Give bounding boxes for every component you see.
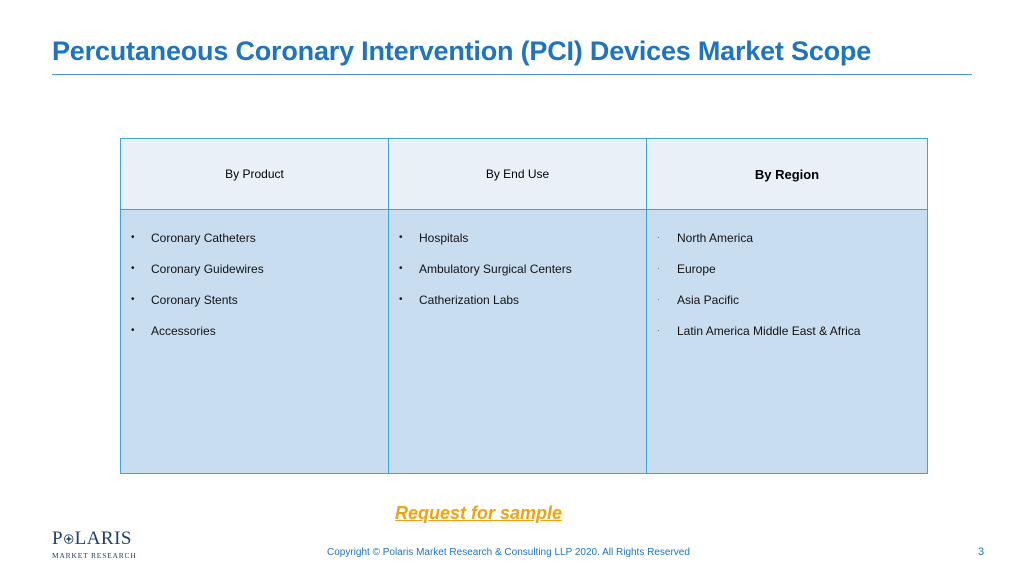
market-scope-table xyxy=(120,138,928,474)
table-header-row xyxy=(121,139,928,210)
request-sample-link[interactable]: Request for sample xyxy=(395,503,563,523)
list-item xyxy=(121,315,388,346)
bullet: • xyxy=(399,263,403,274)
list-item xyxy=(121,253,388,284)
product-item: Coronary Catheters xyxy=(151,230,256,245)
by-end-use-column xyxy=(389,210,647,474)
list-item xyxy=(647,253,927,284)
polaris-logo xyxy=(52,528,137,560)
title-divider xyxy=(52,74,972,75)
list-item xyxy=(121,284,388,315)
header-by-end-use: By End Use xyxy=(389,139,647,210)
region-item: Latin America Middle East & Africa xyxy=(677,323,861,338)
polaris-star-icon xyxy=(64,532,74,546)
table-body-row xyxy=(121,210,928,474)
header-by-region: By Region xyxy=(647,139,928,210)
list-item xyxy=(389,222,646,253)
product-item: Coronary Guidewires xyxy=(151,261,264,276)
region-item: Europe xyxy=(677,261,716,276)
list-item xyxy=(647,222,927,253)
list-item xyxy=(647,315,927,346)
region-item: North America xyxy=(677,230,754,245)
by-product-column xyxy=(121,210,389,474)
bullet: • xyxy=(131,263,135,274)
region-item: Asia Pacific xyxy=(677,292,740,307)
list-item xyxy=(121,222,388,253)
copyright-text: Copyright © Polaris Market Research & Consulting LLP 2020. All Rights Reserved xyxy=(327,547,690,558)
logo-wordmark xyxy=(52,530,132,548)
bullet: · xyxy=(657,233,660,242)
product-item: Coronary Stents xyxy=(151,292,238,307)
bullet: · xyxy=(657,264,660,273)
list-item xyxy=(389,284,646,315)
bullet: • xyxy=(131,294,135,305)
end-use-item: Catherization Labs xyxy=(419,292,520,307)
by-region-column xyxy=(647,210,928,474)
bullet: · xyxy=(657,326,660,335)
bullet: • xyxy=(131,232,135,243)
slide-title: Percutaneous Coronary Intervention (PCI) Devices Market Scope xyxy=(52,36,872,66)
bullet: • xyxy=(131,325,135,336)
logo-subtitle: MARKET RESEARCH xyxy=(52,551,137,560)
bullet: · xyxy=(657,295,660,304)
product-item: Accessories xyxy=(151,323,216,338)
end-use-item: Hospitals xyxy=(419,230,469,245)
bullet: • xyxy=(399,294,403,305)
logo-letter-p: P xyxy=(52,528,64,549)
list-item xyxy=(647,284,927,315)
page-number: 3 xyxy=(978,546,985,558)
logo-letters-rest: LARIS xyxy=(74,528,132,549)
header-by-product: By Product xyxy=(121,139,389,210)
bullet: • xyxy=(399,232,403,243)
list-item xyxy=(389,253,646,284)
end-use-item: Ambulatory Surgical Centers xyxy=(419,261,572,276)
